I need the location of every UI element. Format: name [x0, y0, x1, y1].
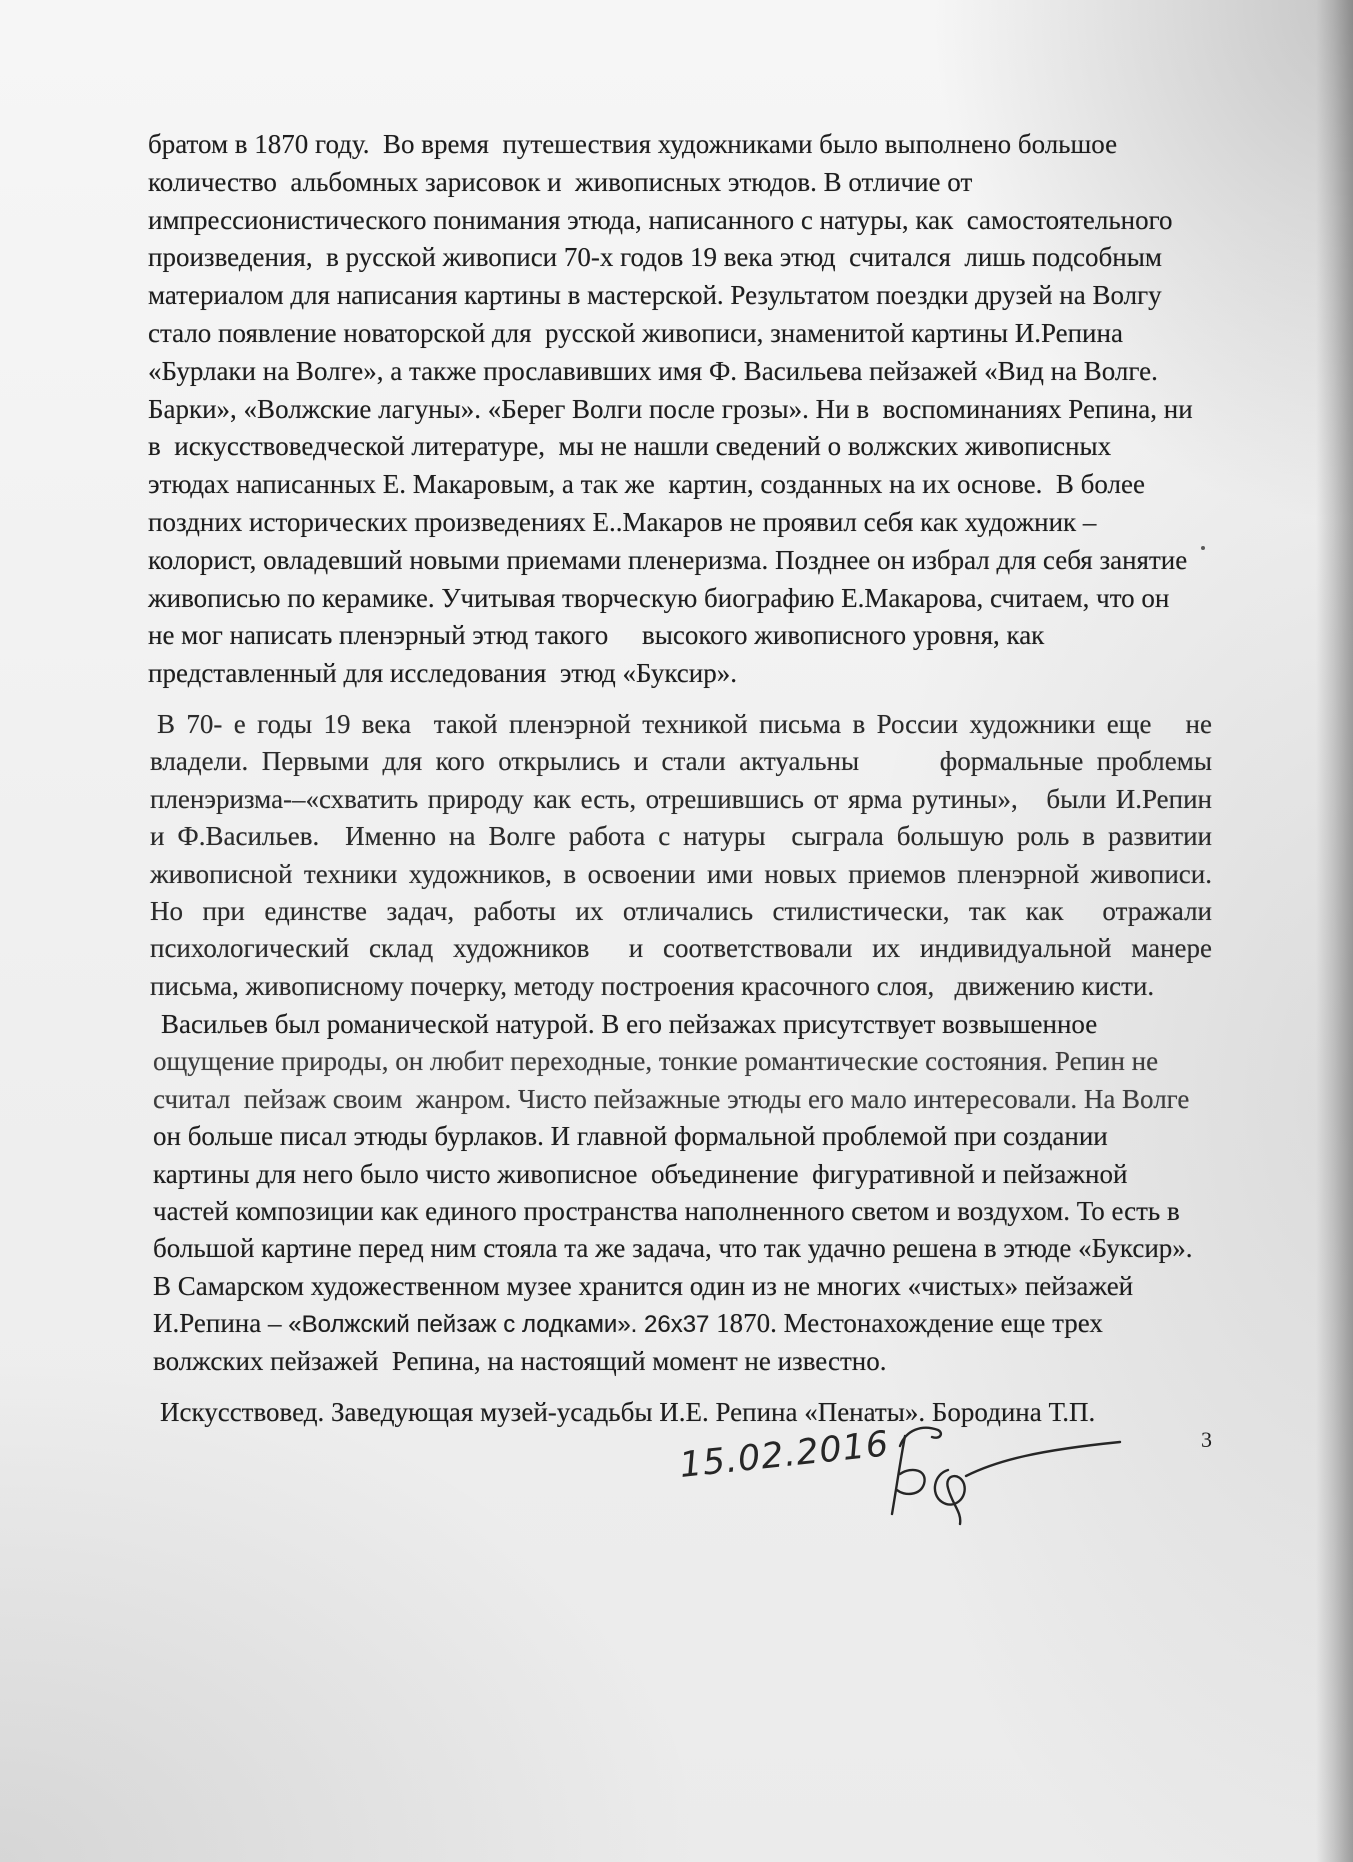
- text-line: материалом для написания картины в мастерской. Результатом поездки друзей на Волгу: [148, 280, 1162, 311]
- text-line: Барки», «Волжские лагуны». «Берег Волги после грозы». Ни в воспоминаниях Репина, ни: [148, 393, 1193, 424]
- handwritten-signature: [870, 1412, 1130, 1537]
- text-line: и Ф.Васильев. Именно на Волге работа с натуры сыграла большую роль в развитии: [150, 821, 1212, 852]
- text-line: В 70- е годы 19 века такой пленэрной техникой письма в России художники еще не: [157, 709, 1212, 739]
- page-number: 3: [1201, 1427, 1212, 1452]
- paragraph-2: [150, 706, 1212, 1005]
- text-line: ощущение природы, он любит переходные, тонкие романтические состояния. Репин не: [153, 1046, 1159, 1077]
- text-line: считал пейзаж своим жанром. Чисто пейзажные этюды его мало интересовали. На Волге: [153, 1083, 1190, 1114]
- text-line: «Бурлаки на Волге», а также прославивших имя Ф. Васильева пейзажей «Вид на Волге.: [148, 355, 1158, 386]
- text-line: импрессионистического понимания этюда, написанного с натуры, как самостоятельного: [148, 204, 1173, 235]
- text-line: владели. Первыми для кого открылись и стали актуальны формальные проблемы: [150, 746, 1212, 777]
- text-line: в искусствоведческой литературе, мы не нашли сведений о волжских живописных: [148, 431, 1112, 462]
- scan-dust-speck: [1201, 546, 1205, 550]
- author-line: Искусствовед. Заведующая музей-усадьбы И.Е. Репина «Пенаты». Бородина Т.П.: [160, 1397, 1096, 1427]
- text-line: картины для него было чисто живописное объединение фигуративной и пейзажной: [153, 1158, 1128, 1189]
- text-line: не мог написать пленэрный этюд такого высокого живописного уровня, как: [148, 620, 1045, 651]
- text-line: живописной техники художников, в освоении ими новых приемов пленэрной живописи.: [150, 858, 1212, 889]
- paragraph-3: [153, 1006, 1253, 1380]
- text-line: Васильев был романической натурой. В его пейзажах присутствует возвышенное: [161, 1009, 1098, 1039]
- text-line: Но при единстве задач, работы их отличались стилистически, так как отражали: [150, 895, 1212, 926]
- text-line: стало появление новаторской для русской живописи, знаменитой картины И.Репина: [148, 317, 1123, 348]
- text-line: поздних исторических произведениях Е..Макаров не проявил себя как художник –: [148, 506, 1097, 537]
- text-line: этюдах написанных Е. Макаровым, а так же картин, созданных на их основе. В более: [148, 469, 1145, 500]
- text-line: письма, живописному почерку, методу построения красочного слоя, движению кисти.: [150, 970, 1155, 1001]
- text-line: он больше писал этюды бурлаков. И главной формальной проблемой при создании: [153, 1121, 1108, 1152]
- text-line: колорист, овладевший новыми приемами пленеризма. Позднее он избрал для себя занятие: [148, 544, 1188, 575]
- text-line: количество альбомных зарисовок и живописных этюдов. В отличие от: [148, 166, 973, 197]
- text-line: большой картине перед ним стояла та же задача, что так удачно решена в этюде «Буксир».: [153, 1233, 1193, 1264]
- text-line: представленный для исследования этюд «Буксир».: [148, 658, 737, 689]
- text-segment: 1870. Местонахождение еще трех: [709, 1308, 1103, 1339]
- text-line: живописью по керамике. Учитывая творческую биографию Е.Макарова, считаем, что он: [148, 582, 1170, 613]
- painting-title: «Волжский пейзаж с лодками». 26х37: [288, 1311, 710, 1339]
- text-line: произведения, в русской живописи 70-х годов 19 века этюд считался лишь подсобным: [148, 242, 1162, 273]
- text-segment: И.Репина –: [153, 1308, 289, 1339]
- handwritten-date: 15.02.2016: [677, 1424, 892, 1487]
- text-line: частей композиции как единого пространства наполненного светом и воздухом. То есть в: [153, 1195, 1180, 1226]
- text-line: психологический склад художников и соответствовали их индивидуальной манере: [150, 933, 1212, 964]
- text-line: братом в 1870 году. Во время путешествия художниками было выполнено большое: [148, 129, 1118, 159]
- text-line: В Самарском художественном музее хранится один из не многих «чистых» пейзажей: [153, 1270, 1134, 1301]
- text-line: волжских пейзажей Репина, на настоящий момент не известно.: [153, 1345, 887, 1376]
- paragraph-1: [148, 126, 1248, 693]
- text-line: [153, 1305, 1253, 1342]
- text-line: пленэризма-–«схватить природу как есть, отрешившись от ярма рутины», были И.Репин: [150, 783, 1212, 814]
